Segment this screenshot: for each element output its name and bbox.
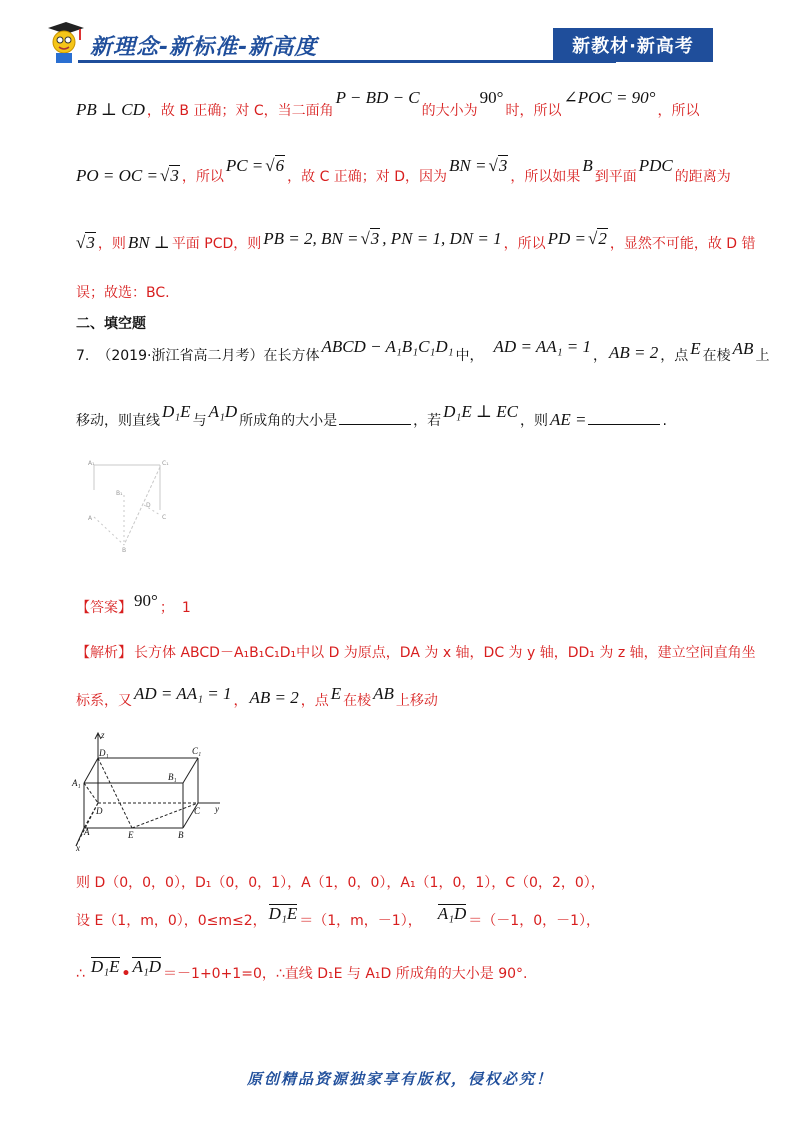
label-b1: B₁ [168, 772, 177, 782]
math-a1d: A₁D [208, 402, 238, 421]
vector-d1e: D₁E [90, 957, 120, 976]
text-segment: ，点 [300, 693, 329, 709]
sqrt-expr: √ 2 [587, 229, 607, 248]
text-segment: ，故 B 正确；对 C，当二面角 [146, 103, 334, 119]
label-d: D [146, 502, 151, 509]
math-pc: PC = [225, 156, 264, 175]
text-segment: 在棱 [702, 348, 731, 364]
text-segment: 与 [192, 413, 207, 429]
label-a1: A₁ [88, 460, 95, 467]
cuboid-sketch [84, 455, 184, 555]
math-pb-bn: PB = 2, BN = [263, 229, 359, 248]
math-bn-perp: BN ⊥ [127, 233, 170, 252]
coordinate-figure [70, 728, 240, 853]
label-c1: C₁ [162, 460, 169, 467]
text-segment: ，所以 [181, 169, 224, 185]
label-c1: C₁ [192, 746, 202, 756]
text-segment: 设 E（1，m，0），0≤m≤2， [76, 913, 267, 929]
text-segment: 到平面 [594, 169, 637, 185]
label-a1: A₁ [72, 778, 81, 788]
text-segment: 的距离为 [674, 169, 731, 185]
solution-line-3 [76, 229, 758, 253]
text-segment: ， [593, 348, 608, 364]
cuboid-diagram [70, 728, 240, 853]
text-segment: 上移动 [395, 693, 438, 709]
math-ae: AE = [549, 410, 587, 429]
math-b: B [582, 156, 593, 175]
text-segment: ，点 [660, 348, 689, 364]
label-x: x [76, 843, 80, 853]
answer-line [76, 591, 193, 617]
label-e: E [128, 830, 134, 840]
answer-label: 【答案】 [76, 600, 132, 616]
math-pd: PD = [547, 229, 586, 248]
text-segment: ，则 [519, 413, 548, 429]
radicand: 6 [275, 156, 285, 175]
vector-a1d: A₁D [437, 904, 467, 923]
text-segment: 标系，又 [76, 693, 132, 709]
math-po-oc: PO = OC = [76, 166, 158, 185]
math-bn: BN = [449, 156, 487, 175]
vector-a1d: A₁D [132, 957, 162, 976]
coords-line-3 [76, 957, 529, 983]
text-segment: 上 [755, 348, 770, 364]
question-figure [84, 455, 184, 555]
answer-blank-1[interactable] [339, 410, 411, 425]
header-left-title: 新理念-新标准-新高度 [90, 35, 318, 60]
answer-value-2: 1 [181, 600, 191, 616]
solution-line-2 [76, 156, 733, 186]
text-segment: . [662, 413, 667, 429]
text-segment: ； [159, 600, 174, 616]
header-rule [78, 60, 616, 63]
math-ab: AB = 2 [249, 688, 299, 707]
math-dihedral: P − BD − C [335, 88, 420, 107]
label-y: y [215, 804, 219, 814]
coords-line-1: 则 D（0，0，0），D₁（0，0，1），A（1，0，0），A₁（1，0，1），C（0，2，0）， [76, 875, 605, 891]
sqrt-expr: √ 6 [265, 156, 285, 175]
header-logo [40, 18, 88, 66]
label-c: C [194, 806, 201, 816]
text-segment: ，若 [413, 413, 442, 429]
answer-blank-2[interactable] [588, 410, 660, 425]
text-segment: ，故 C 正确；对 D，因为 [287, 169, 448, 185]
text-segment: ＝（－1，0，－1）， [468, 913, 601, 929]
radicand: 3 [370, 229, 380, 248]
math-ad-aa1: AD = AA₁ = 1 [493, 337, 592, 356]
text-segment: ， [233, 693, 248, 709]
question-line-1 [76, 337, 771, 365]
question-source: （2019·浙江省高二月考）在长方体 [97, 348, 320, 364]
math-d1e: D₁E [162, 402, 191, 421]
label-c: C [162, 514, 167, 521]
radicand: 3 [498, 156, 508, 175]
text-segment: 在棱 [343, 693, 372, 709]
solution-line-1 [76, 88, 701, 120]
math-perp: D₁E ⊥ EC [443, 402, 518, 421]
vector-d1e: D₁E [268, 904, 298, 923]
text-segment: ＝（1，m，－1）， [299, 913, 422, 929]
answer-value-1: 90° [134, 591, 158, 610]
label-a: A [84, 827, 90, 837]
therefore-symbol: ∴ [76, 966, 85, 982]
question-line-2 [76, 402, 669, 430]
coords-line-2 [76, 904, 602, 930]
label-b: B [122, 547, 127, 554]
math-90: 90° [479, 88, 504, 107]
dot-product-symbol: • [121, 966, 131, 982]
text-segment: ，所以 [503, 236, 546, 252]
text-segment: ，所以 [657, 103, 700, 119]
radicand: 3 [170, 166, 179, 185]
label-b1: B₁ [116, 490, 123, 497]
text-segment: 所成角的大小是 [239, 413, 338, 429]
math-ad-aa1: AD = AA₁ = 1 [134, 684, 232, 703]
analysis-line-1 [76, 642, 758, 662]
math-angle-poc: ∠POC = 90° [563, 88, 656, 107]
text-segment: 平面 PCD，则 [171, 236, 262, 252]
sqrt-expr: √ 3 [76, 233, 95, 252]
label-d: D [96, 806, 103, 816]
header-right-title: 新教材·新高考 [553, 28, 713, 62]
text-segment: 的大小为 [421, 103, 478, 119]
text-segment: ，所以如果 [510, 169, 581, 185]
math-pdc: PDC [638, 156, 673, 175]
label-a: A [88, 515, 93, 522]
section-title: 二、填空题 [76, 316, 146, 332]
text-segment: ＝－1+0+1=0，∴直线 D₁E 与 A₁D 所成角的大小是 90°. [163, 966, 528, 982]
math-pn-dn: , PN = 1, DN = 1 [382, 229, 502, 248]
text-segment: 移动，则直线 [76, 413, 160, 429]
mascot-icon [40, 18, 88, 66]
label-z: z [101, 730, 105, 740]
math-ab-edge: AB [732, 339, 754, 358]
math-ab: AB = 2 [609, 343, 659, 362]
math-e: E [330, 684, 342, 703]
text-segment: 中， [455, 348, 484, 364]
math-ab-edge: AB [373, 684, 394, 703]
analysis-line-2 [76, 684, 440, 710]
sqrt-expr: √ 3 [159, 166, 179, 185]
math-pb-perp-cd: PB ⊥ CD [76, 100, 145, 119]
math-e: E [690, 339, 701, 358]
question-number: 7. [76, 348, 90, 364]
label-d1: D₁ [99, 748, 109, 758]
analysis-text: 长方体 ABCD－A₁B₁C₁D₁中以 D 为原点，DA 为 x 轴，DC 为 y 轴，DD₁ 为 z 轴，建立空间直角坐 [134, 645, 756, 661]
analysis-label: 【解析】 [76, 645, 132, 661]
footer-copyright: 原创精品资源独家享有版权，侵权必究！ [246, 1070, 553, 1088]
text-segment: ，则 [97, 236, 126, 252]
radicand: 3 [86, 233, 95, 252]
label-b: B [178, 830, 184, 840]
text-segment: ，显然不可能，故 D 错 [609, 236, 756, 252]
text-segment: 时，所以 [505, 103, 562, 119]
sqrt-expr: √ 3 [488, 156, 508, 175]
solution-line-4: 误；故选：BC. [76, 285, 170, 301]
sqrt-expr: √ 3 [360, 229, 380, 248]
math-cuboid: ABCD − A₁B₁C₁D₁ [321, 337, 454, 356]
radicand: 2 [598, 229, 607, 248]
